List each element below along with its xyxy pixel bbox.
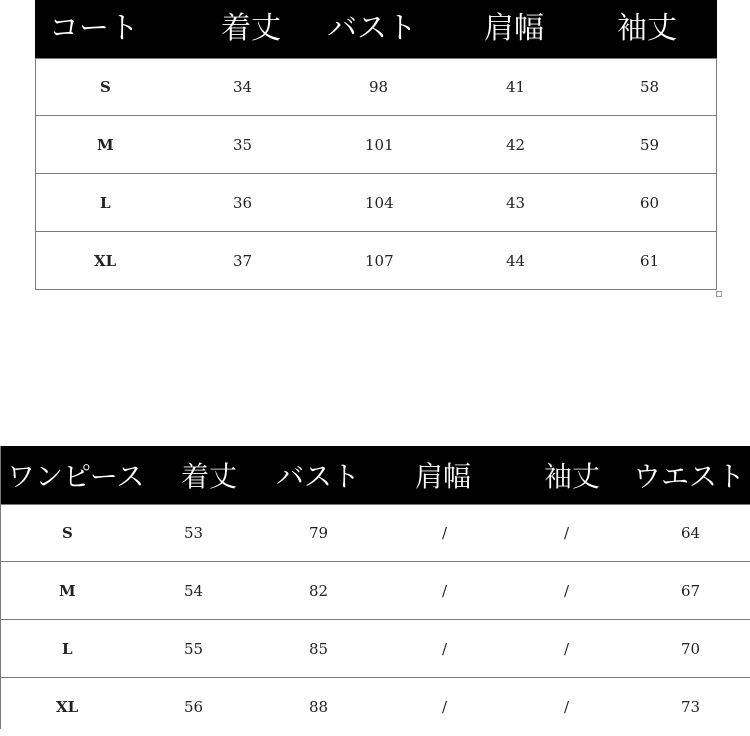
length-cell: 55: [184, 639, 204, 658]
table-row: [1, 678, 750, 736]
bust-cell: 85: [309, 639, 329, 658]
table-row: [36, 116, 716, 174]
coat-table-body: [36, 58, 716, 290]
bust-cell: 101: [365, 135, 394, 154]
bust-cell: 88: [309, 698, 329, 716]
table-row: [1, 562, 750, 620]
shoulder-cell: /: [442, 639, 448, 658]
shoulder-cell: 43: [506, 193, 526, 212]
length-cell: 53: [184, 524, 204, 542]
dress-header-shoulder: 肩幅: [415, 460, 472, 493]
table-resize-handle: [716, 291, 722, 297]
dress-header-bust: バスト: [276, 460, 361, 493]
bust-cell: 79: [309, 524, 329, 542]
sleeve-cell: 58: [640, 78, 660, 96]
size-cell: S: [62, 524, 73, 542]
shoulder-cell: /: [442, 698, 448, 716]
sleeve-cell: /: [564, 524, 570, 542]
coat-header-bust: バスト: [327, 11, 417, 46]
coat-table-header: [35, 0, 717, 58]
sleeve-cell: /: [564, 698, 570, 716]
waist-cell: 73: [681, 698, 701, 716]
coat-header-shoulder: 肩幅: [484, 11, 544, 46]
table-row: [36, 232, 716, 290]
length-cell: 36: [233, 193, 253, 212]
length-cell: 56: [184, 698, 204, 716]
bust-cell: 104: [365, 193, 394, 212]
size-cell: L: [100, 193, 111, 212]
bust-cell: 82: [309, 581, 329, 600]
table-row: [36, 174, 716, 232]
sleeve-cell: /: [564, 581, 570, 600]
table-row: [36, 58, 716, 116]
sleeve-cell: 59: [640, 135, 660, 154]
length-cell: 34: [233, 78, 253, 96]
size-cell: M: [59, 581, 76, 600]
dress-header-waist: ウエスト: [633, 460, 746, 493]
size-cell: S: [100, 78, 111, 96]
waist-cell: 67: [681, 581, 701, 600]
waist-cell: 70: [681, 639, 701, 658]
size-cell: XL: [94, 251, 117, 270]
bust-cell: 107: [365, 251, 394, 270]
sleeve-cell: /: [564, 639, 570, 658]
dress-table-header: [1, 446, 750, 504]
length-cell: 35: [233, 135, 253, 154]
waist-cell: 64: [681, 524, 701, 542]
sleeve-cell: 60: [640, 193, 660, 212]
coat-header-title: コート: [49, 11, 139, 46]
shoulder-cell: 44: [506, 251, 526, 270]
table-row: [1, 620, 750, 678]
shoulder-cell: /: [442, 524, 448, 542]
dress-header-title: ワンピース: [7, 460, 145, 493]
bust-cell: 98: [369, 78, 389, 96]
table-row: [1, 504, 750, 562]
dress-header-sleeve: 袖丈: [544, 460, 601, 493]
length-cell: 37: [233, 251, 253, 270]
dress-table-body: [1, 504, 750, 729]
sleeve-cell: 61: [640, 251, 660, 270]
shoulder-cell: 41: [506, 78, 526, 96]
size-cell: M: [97, 135, 114, 154]
length-cell: 54: [184, 581, 204, 600]
coat-header-sleeve: 袖丈: [617, 11, 677, 46]
size-cell: L: [62, 639, 73, 658]
shoulder-cell: 42: [506, 135, 526, 154]
size-cell: XL: [56, 698, 79, 716]
shoulder-cell: /: [442, 581, 448, 600]
coat-size-table: [35, 0, 717, 290]
dress-header-length: 着丈: [181, 460, 238, 493]
dress-size-table: [0, 446, 750, 729]
coat-header-length: 着丈: [221, 11, 281, 46]
